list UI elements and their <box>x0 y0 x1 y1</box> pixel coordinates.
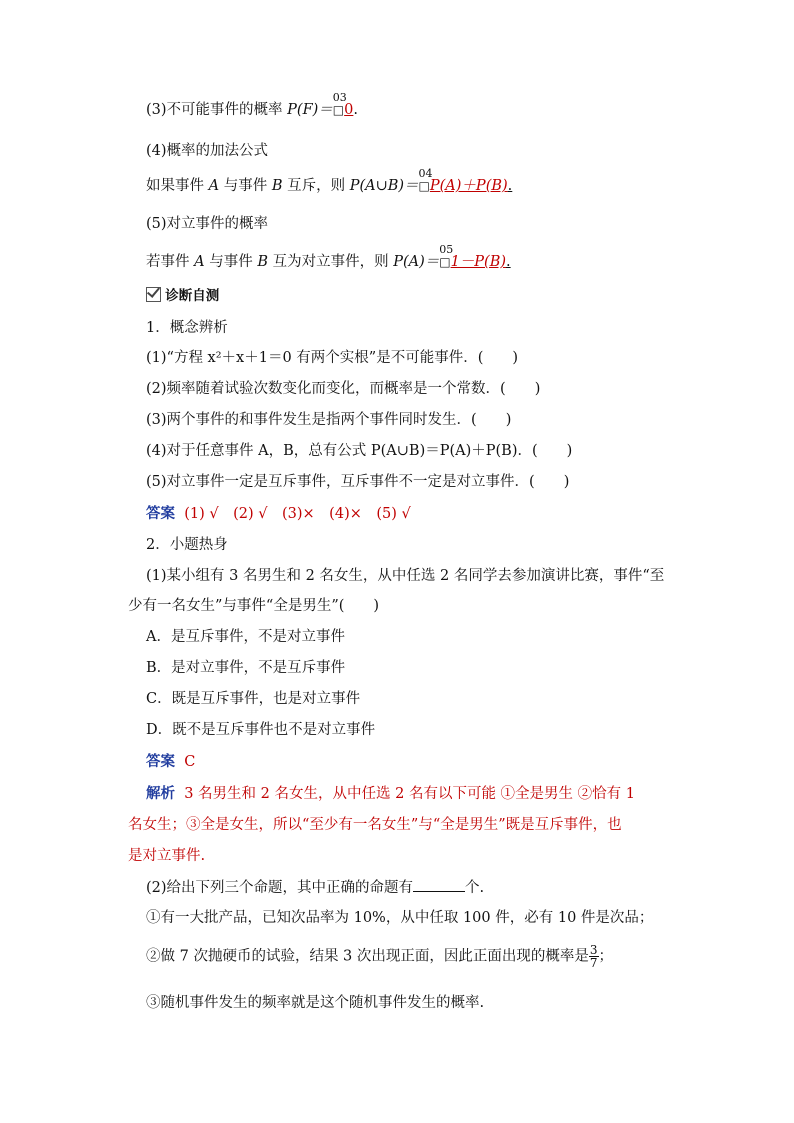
answer-fill: P(A)＋P(B) <box>429 178 508 194</box>
section-title-complement: (5)对立事件的概率 <box>146 216 269 232</box>
option-b: B．是对立事件，不是互斥事件 <box>146 660 346 676</box>
option-c: C．既是互斥事件，也是对立事件 <box>146 691 361 707</box>
section-header-diagnosis: 诊断自测 <box>146 286 219 306</box>
analysis-label: 解析 <box>146 785 175 802</box>
q2-problem-1-line-1: (1)某小组有 3 名男生和 2 名女生，从中任选 2 名同学去参加演讲比赛，事件“至 <box>146 568 665 584</box>
answer-label: 答案 <box>146 753 175 770</box>
statement-2: ②做 7 次抛硬币的试验，结果 3 次出现正面，因此正面出现的概率是 $\frac{3}{7}$ ； <box>146 943 614 970</box>
q2-problem-2: (2)给出下列三个命题，其中正确的命题有 个. <box>146 877 484 898</box>
q1-item-3: (3)两个事件的和事件发生是指两个事件同时发生．( ) <box>146 412 512 428</box>
q1-item-5: (5)对立事件一定是互斥事件，互斥事件不一定是对立事件．( ) <box>146 474 570 490</box>
analysis-line-2: 名女生；③全是女生，所以“至少有一名女生”与“全是男生”既是互斥事件，也 <box>128 817 622 833</box>
q2-answer <box>146 752 195 772</box>
q1-item-4: (4)对于任意事件 A，B，总有公式 P(A∪B)＝P(A)＋P(B)．( ) <box>146 443 573 459</box>
answer-text: C <box>184 754 196 770</box>
line-complement-formula: 若事件 A 与事件 B 互为对立事件，则 P(A)＝ 05 □1－P(B). <box>146 252 511 273</box>
q1-item-2: (2)频率随着试验次数变化而变化，而概率是一个常数．( ) <box>146 381 541 397</box>
statement-1: ①有一大批产品，已知次品率为 10%，从中任取 100 件，必有 10 件是次品； <box>146 910 654 926</box>
blank-marker: 05 □ <box>439 243 454 269</box>
statement-3: ③随机事件发生的频率就是这个随机事件发生的概率. <box>146 995 485 1011</box>
blank-marker: 04 □ <box>418 167 433 193</box>
checkmark-icon <box>146 287 161 302</box>
analysis-line-3: 是对立事件. <box>128 848 206 864</box>
line-impossible-event: (3)不可能事件的概率 P(F)＝ 03 □0. <box>146 100 358 121</box>
line-addition-formula: 如果事件 A 与事件 B 互斥，则 P(A∪B)＝ 04 □P(A)＋P(B). <box>146 176 512 197</box>
question-1-title: 1．概念辨析 <box>146 320 228 336</box>
option-d: D．既不是互斥事件也不是对立事件 <box>146 722 376 738</box>
option-a: A．是互斥事件，不是对立事件 <box>146 629 345 645</box>
blank-marker: 03 □ <box>332 91 347 117</box>
answer-fill: 0 <box>344 102 354 118</box>
q1-item-1: (1)“方程 x²＋x＋1＝0 有两个实根”是不可能事件．( ) <box>146 350 519 366</box>
question-2-title: 2．小题热身 <box>146 537 228 553</box>
answer-label: 答案 <box>146 505 175 522</box>
fraction-3-7: $\frac{3}{7}$ <box>589 943 598 970</box>
answer-text: (1) √ (2) √ (3)× (4)× (5) √ <box>184 506 411 522</box>
q1-answer <box>146 504 411 524</box>
q2-problem-1-line-2: 少有一名女生”与事件“全是男生”( ) <box>128 598 380 614</box>
answer-blank <box>413 877 465 892</box>
answer-fill: 1－P(B) <box>450 254 507 270</box>
section-title-addition: (4)概率的加法公式 <box>146 143 269 159</box>
analysis-line-1: 解析 3 名男生和 2 名女生，从中任选 2 名有以下可能 ①全是男生 ②恰有 1 <box>146 785 635 802</box>
